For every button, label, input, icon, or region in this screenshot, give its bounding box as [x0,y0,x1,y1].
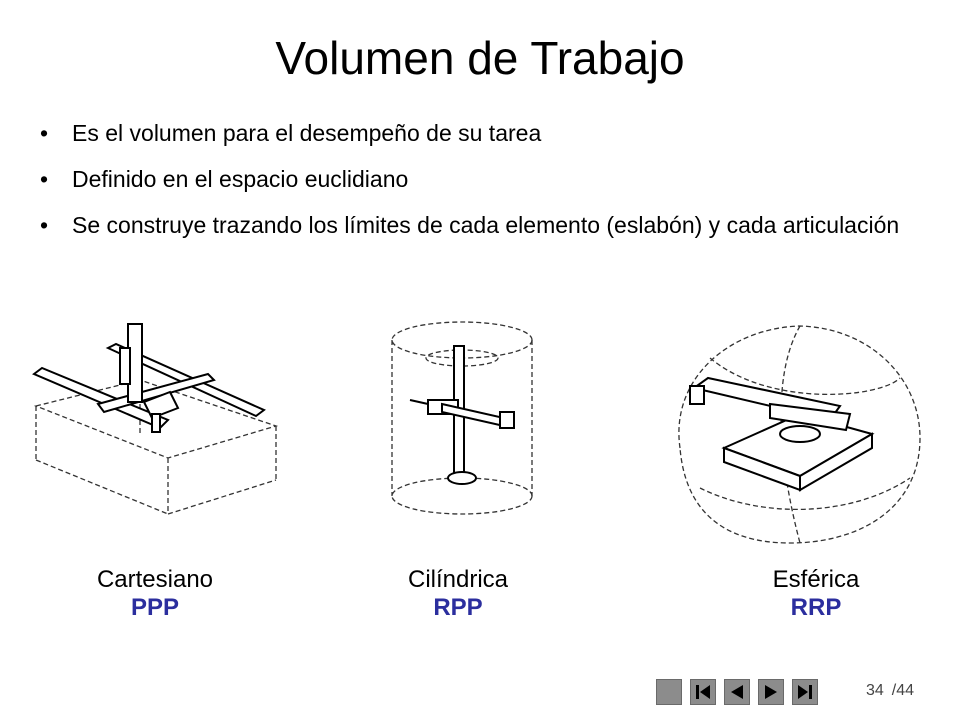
bullet-marker: • [40,120,49,146]
page-number [866,682,914,700]
bullet-marker: • [40,212,49,238]
cartesian-robot-illustration [28,318,288,518]
bullet-text: Es el volumen para el desempeño de su tarea [72,120,542,146]
figure-code: RRP [790,594,842,621]
bullet-item [40,118,920,148]
cylindrical-robot-illustration [382,318,542,518]
slide-title: Volumen de Trabajo [275,32,685,84]
total-pages: /44 [891,682,915,699]
figure-name: Cilíndrica [407,566,509,593]
bullet-text: Se construye trazando los límites de cada elemento (eslabón) y cada articulación [72,212,900,238]
figure-name: Esférica [772,566,860,593]
bullet-item [40,164,920,194]
slide-navigation [656,679,826,705]
figure-code: RPP [433,594,483,621]
bullet-item [40,210,920,240]
blank-square-icon[interactable] [656,679,682,705]
caption-cilindrica [358,566,558,622]
figure-name: Cartesiano [96,566,214,593]
first-slide-icon[interactable] [690,679,716,705]
previous-slide-icon[interactable] [724,679,750,705]
figure-code: PPP [130,594,180,621]
last-slide-icon[interactable] [792,679,818,705]
bullet-marker: • [40,166,49,192]
spherical-robot-illustration [650,318,930,548]
caption-esferica [716,566,916,622]
bullet-text: Definido en el espacio euclidiano [72,166,409,192]
bullet-list [40,118,920,256]
caption-cartesiano [55,566,255,622]
current-page: 34 [866,682,884,699]
next-slide-icon[interactable] [758,679,784,705]
